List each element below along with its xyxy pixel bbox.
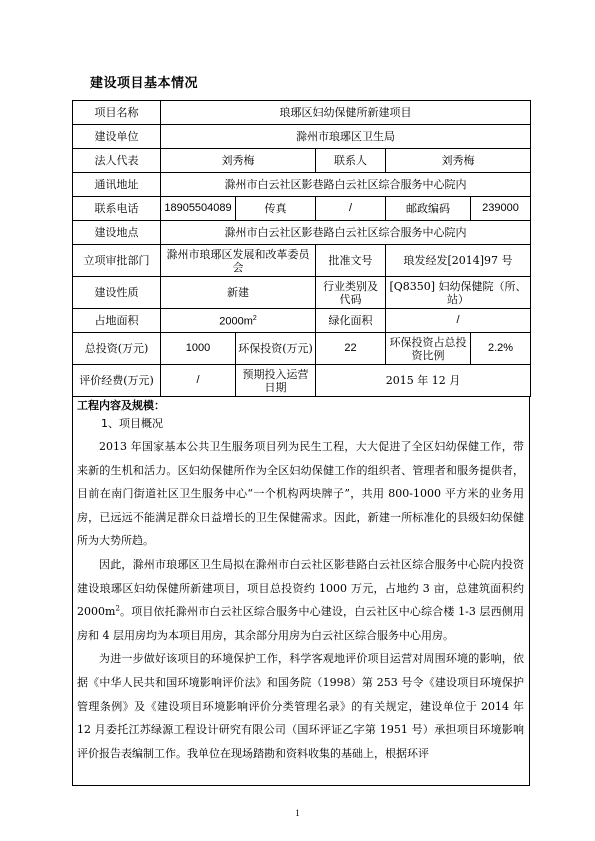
legal-rep-value: 刘秀梅 <box>161 149 316 173</box>
page-title: 建设项目基本情况 <box>90 76 199 91</box>
green-label: 绿化面积 <box>316 309 386 333</box>
table-row <box>73 245 531 277</box>
paragraph-background: 2013 年国家基本公共卫生服务项目列为民生工程，大大促进了全区妇幼保健工作，带来新的生机和活力。区妇幼保健所作为全区妇幼保健工作的组织者、管理者和服务提供者，目前在南门街道社区卫生服务中心“一个机构两块牌子”，共用 800-1000 平方米的业务用房，已远远不能满足群众日益增长的卫生保健需求。因此，新建一所标准化的县级妇幼保健所为大势所趋。 <box>77 440 524 548</box>
eval-fee-value: / <box>161 365 236 397</box>
op-date-label: 预期投入运营日期 <box>236 365 316 397</box>
table-row <box>73 277 531 309</box>
nature-value: 新建 <box>161 277 316 309</box>
address-value: 滁州市白云社区影巷路白云社区综合服务中心院内 <box>161 173 531 197</box>
env-ratio-label: 环保投资占总投资比例 <box>386 333 471 365</box>
project-name-label: 项目名称 <box>73 101 161 125</box>
green-value: / <box>386 309 531 333</box>
project-name-value: 琅琊区妇幼保健所新建项目 <box>161 101 531 125</box>
table-row <box>73 149 531 173</box>
table-row <box>73 221 531 245</box>
fax-value: / <box>316 197 386 221</box>
paragraph-project: 因此，滁州市琅琊区卫生局拟在滁州市白云社区影巷路白云社区综合服务中心院内投资建设琅琊区妇幼保健所新建项目，项目总投资约 1000 万元，占地约 3 亩，总建筑面积约 $2000m^2$。项目依托滁州市白云社区综合服务中心建设，白云社区中心综合楼 1-3 层西侧用房和 4 层用房均为本项目用房，其余部分用房为白云社区综合服务中心用房。 <box>77 557 524 642</box>
contact-value: 刘秀梅 <box>386 149 531 173</box>
env-ratio-value: 2.2% <box>471 333 531 365</box>
area-label: 占地面积 <box>73 309 161 333</box>
phone-value: 18905504089 <box>161 197 236 221</box>
contact-label: 联系人 <box>316 149 386 173</box>
page-number: 1 <box>295 808 300 818</box>
postcode-value: 239000 <box>471 197 531 221</box>
eval-fee-label: 评价经费(万元) <box>73 365 161 397</box>
table-row <box>73 309 531 333</box>
phone-label: 联系电话 <box>73 197 161 221</box>
paragraph-env-assessment: 为进一步做好该项目的环境保护工作，科学客观地评价项目运营对周围环境的影响，依据《中华人民共和国环境影响评价法》和国务院（1998）第 253 号令《建设项目环境保护管理条例》及《建设项目环境影响评价分类管理名录》的有关规定，建设单位于 2014 年 12 月委托江苏绿源工程设计研究有限公司（国环评证乙字第 1951 号）承担项目环境影响评价报告表编制工作。我单位在现场踏勘和资料收集的基础上，根据环评 <box>77 652 524 760</box>
site-value: 滁州市白云社区影巷路白云社区综合服务中心院内 <box>161 221 531 245</box>
section-title: 工程内容及规模： <box>77 399 165 412</box>
table-row <box>73 197 531 221</box>
invest-value: 1000 <box>161 333 236 365</box>
table-row <box>73 333 531 365</box>
subsection-title: 1、项目概况 <box>101 417 163 430</box>
industry-label: 行业类别及代码 <box>316 277 386 309</box>
table-row <box>73 173 531 197</box>
env-invest-label: 环保投资(万元) <box>236 333 316 365</box>
legal-rep-label: 法人代表 <box>73 149 161 173</box>
industry-value: [Q8350] 妇幼保健院（所、站） <box>386 277 531 309</box>
op-date-value: 2015 年 12 月 <box>316 365 531 397</box>
postcode-label: 邮政编码 <box>386 197 471 221</box>
table-row <box>73 365 531 397</box>
approval-doc-label: 批准文号 <box>316 245 386 277</box>
invest-label: 总投资(万元) <box>73 333 161 365</box>
project-content-box <box>72 396 530 786</box>
basic-info-table <box>72 100 531 397</box>
address-label: 通讯地址 <box>73 173 161 197</box>
table-row <box>73 125 531 149</box>
table-row <box>73 101 531 125</box>
approval-dept-label: 立项审批部门 <box>73 245 161 277</box>
site-label: 建设地点 <box>73 221 161 245</box>
nature-label: 建设性质 <box>73 277 161 309</box>
fax-label: 传真 <box>236 197 316 221</box>
builder-label: 建设单位 <box>73 125 161 149</box>
env-invest-value: 22 <box>316 333 386 365</box>
builder-value: 滁州市琅琊区卫生局 <box>161 125 531 149</box>
approval-dept-value: 滁州市琅琊区发展和改革委员会 <box>161 245 316 277</box>
area-value: $2000m^2$ <box>161 309 316 333</box>
approval-doc-value: 琅发经发[2014]97 号 <box>386 245 531 277</box>
